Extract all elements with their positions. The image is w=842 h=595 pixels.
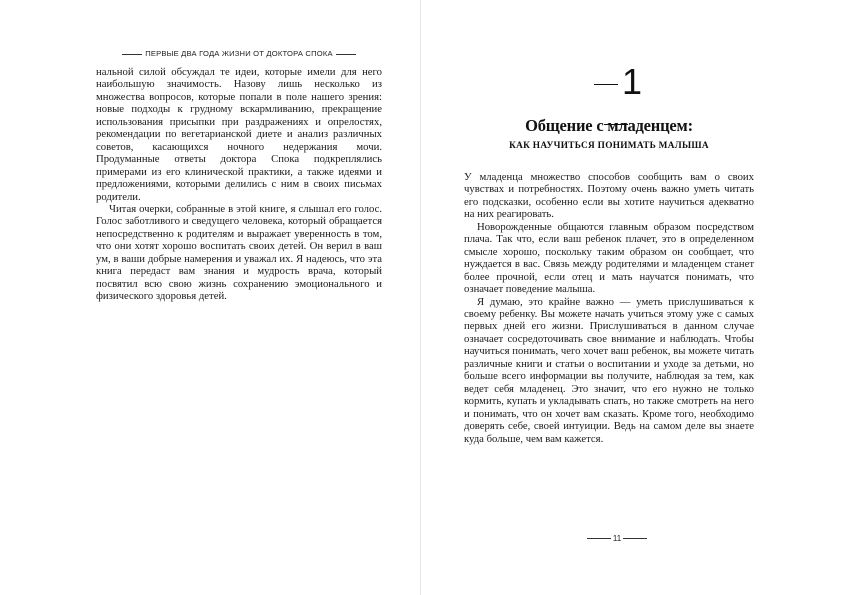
running-head-text: ПЕРВЫЕ ДВА ГОДА ЖИЗНИ ОТ ДОКТОРА СПОКА xyxy=(145,49,333,58)
chapter-number-rule-left xyxy=(594,84,618,85)
right-paragraph-3: Я думаю, это крайне важно — уметь прислушиваться к своему ребенку. Вы можете начать учиться этому уже с самых первых дней его жизни. Прислушиваться в данном случае означает сосредоточивать свое внимание и наблюдать. Чтобы научиться понимать, чего хочет ваш ребенок, вы можете читать различные книги и статьи о воспитании и уходе за детьми, но больше всего информации вы получите, наблюдая за тем, как ведет себя младенец. Это значит, что его нужно не только кормить, купать и укладывать спать, но также смотреть на него и понимать, что он хочет вам сказать. Кроме того, необходимо доверять себе, своей интуиции. Ведь на самом деле вы знаете куда больше, чем вам кажется. xyxy=(464,295,754,445)
page-number-rule-right xyxy=(623,538,647,539)
right-paragraph-2: Новорожденные общаются главным образом посредством плача. Так что, если ваш ребенок плачет, это в определенном смысле хорошо, поскольку таким образом он сообщает, что нуждается в вас. Связь между родителями и младенцем станет более прочной, если отец и мать научатся понимать, что означает поведение малыша. xyxy=(464,220,754,296)
right-page xyxy=(421,0,842,595)
right-paragraph-1: У младенца множество способов сообщить вам о своих чувствах и потребностях. Поэтому очень важно уметь читать его подсказки, особенно если вы хотите научиться адекватно на них реагировать. xyxy=(464,171,754,221)
left-body-text xyxy=(96,66,382,303)
chapter-number: 1 xyxy=(621,61,643,102)
left-paragraph-1: нальной силой обсуждал те идеи, которые имели для него наибольшую значимость. Назову лишь несколько из множества вопросов, которые попали в поле нашего зрения: новые подходы к грудному вскармливанию, прекращение использования присыпки при раздражениях и опрелостях, рекомендации по вегетарианской диете и анализ различных советов, касающихся ночного недержания мочи. Продуманные ответы доктора Спока подкреплялись примерами из его клинической практики, а также идеями и предложениями, которыми делились с ним в своих письмах родители. xyxy=(96,66,382,203)
running-head-rule-left xyxy=(122,54,142,55)
right-body-text xyxy=(464,171,754,445)
page-number-footer xyxy=(567,534,667,543)
chapter-title: Общение с младенцем: xyxy=(525,116,693,135)
page-number-rule-left xyxy=(587,538,611,539)
left-paragraph-2: Читая очерки, собранные в этой книге, я слышал его голос. Голос заботливого и сведущего человека, который обращается непосредственно к родителям и выражает уверенность в том, что они хотят хорошо воспитать своих детей. Он верил в ваш ум, в ваши добрые намерения и уважал их. Я надеюсь, что эта книга передаст вам знания и мудрость врача, который посвятил всю свою жизнь сохранению эмоционального и физического здоровья детей. xyxy=(96,202,382,303)
page-number: 11 xyxy=(612,534,622,543)
running-head-rule-right xyxy=(336,54,356,55)
chapter-subtitle: КАК НАУЧИТЬСЯ ПОНИМАТЬ МАЛЫША xyxy=(509,141,709,151)
running-head xyxy=(96,49,382,58)
